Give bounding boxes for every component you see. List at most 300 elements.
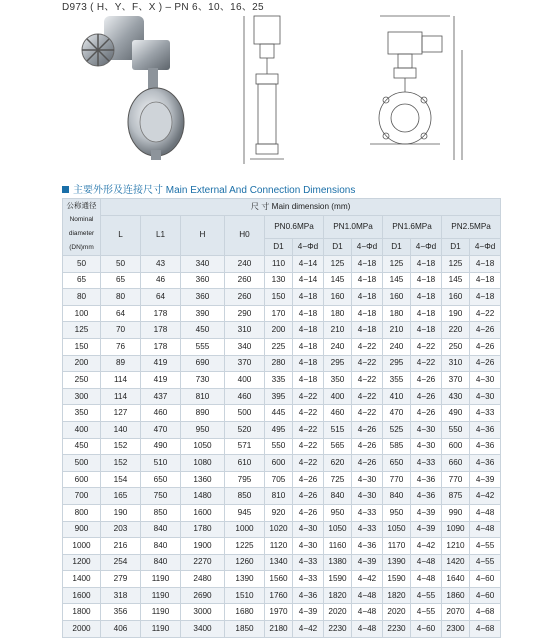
dn-cell: 200 (63, 355, 101, 372)
pn10-bolt-cell: 4−18 (352, 322, 383, 339)
pn25-bolt-cell: 4−18 (470, 256, 501, 273)
pn16-bolt-cell: 4−55 (411, 604, 442, 621)
dn-cell: 500 (63, 455, 101, 472)
bolt-header: 4−Φd (293, 239, 324, 256)
pn06-d1-cell: 170 (265, 305, 293, 322)
dn-cell: 900 (63, 521, 101, 538)
pn16-bolt-cell: 4−18 (411, 305, 442, 322)
pn10-d1-cell: 460 (324, 405, 352, 422)
h-cell: 1600 (181, 504, 225, 521)
l-cell: 152 (101, 438, 141, 455)
pn10-bolt-cell: 4−18 (352, 289, 383, 306)
pn25-bolt-cell: 4−48 (470, 504, 501, 521)
pn16-d1-cell: 840 (383, 488, 411, 505)
l1-cell: 64 (141, 289, 181, 306)
pn16-bolt-cell: 4−18 (411, 272, 442, 289)
pn06-bolt-cell: 4−30 (293, 538, 324, 555)
dn-cell: 700 (63, 488, 101, 505)
h-cell: 2690 (181, 587, 225, 604)
pn06-bolt-cell: 4−18 (293, 338, 324, 355)
pn10-bolt-cell: 4−18 (352, 256, 383, 273)
pn06-bolt-cell: 4−30 (293, 521, 324, 538)
pn10-d1-cell: 1050 (324, 521, 352, 538)
pn06-d1-cell: 130 (265, 272, 293, 289)
d1-header: D1 (383, 239, 411, 256)
pn16-bolt-cell: 4−22 (411, 355, 442, 372)
table-row (63, 272, 501, 289)
pn25-bolt-cell: 4−68 (470, 604, 501, 621)
h0-cell: 850 (225, 488, 265, 505)
l1-cell: 178 (141, 305, 181, 322)
l-cell: 114 (101, 388, 141, 405)
pn06-bolt-cell: 4−26 (293, 504, 324, 521)
pn25-bolt-cell: 4−36 (470, 455, 501, 472)
dn-cell: 350 (63, 405, 101, 422)
pn16-d1-cell: 145 (383, 272, 411, 289)
table-row (63, 355, 501, 372)
pn16-bolt-cell: 4−48 (411, 554, 442, 571)
h0-cell: 460 (225, 388, 265, 405)
pn06-d1-cell: 445 (265, 405, 293, 422)
pn25-bolt-cell: 4−39 (470, 471, 501, 488)
pn25-d1-cell: 2070 (442, 604, 470, 621)
h-cell: 555 (181, 338, 225, 355)
pn16-bolt-cell: 4−18 (411, 322, 442, 339)
pn10-bolt-cell: 4−36 (352, 538, 383, 555)
l-cell: 152 (101, 455, 141, 472)
pn25-d1-cell: 990 (442, 504, 470, 521)
l1-cell: 840 (141, 554, 181, 571)
pn16-d1-cell: 770 (383, 471, 411, 488)
pn10-d1-cell: 240 (324, 338, 352, 355)
pn25-bolt-cell: 4−26 (470, 355, 501, 372)
side-view-drawing (236, 14, 296, 174)
l1-cell: 470 (141, 421, 181, 438)
pn10-bolt-cell: 4−22 (352, 372, 383, 389)
pn25-bolt-cell: 4−36 (470, 421, 501, 438)
table-row (63, 604, 501, 621)
pn10-d1-cell: 725 (324, 471, 352, 488)
dn-cell: 450 (63, 438, 101, 455)
pn06-d1-cell: 550 (265, 438, 293, 455)
pn10-d1-cell: 210 (324, 322, 352, 339)
pn25-d1-cell: 1090 (442, 521, 470, 538)
pn25-bolt-cell: 4−22 (470, 305, 501, 322)
h-cell: 730 (181, 372, 225, 389)
h-cell: 2480 (181, 571, 225, 588)
pn10-d1-cell: 620 (324, 455, 352, 472)
col-L-header: L (101, 215, 141, 255)
dn-cell: 2000 (63, 621, 101, 638)
bullet-square-icon (62, 186, 69, 193)
pn10-d1-cell: 950 (324, 504, 352, 521)
table-row (63, 587, 501, 604)
pn06-bolt-cell: 4−26 (293, 488, 324, 505)
h-cell: 3400 (181, 621, 225, 638)
l1-cell: 1190 (141, 604, 181, 621)
pn06-d1-cell: 705 (265, 471, 293, 488)
l1-cell: 178 (141, 322, 181, 339)
pn16-d1-cell: 1820 (383, 587, 411, 604)
pn16-bolt-cell: 4−55 (411, 587, 442, 604)
pn06-bolt-cell: 4−22 (293, 421, 324, 438)
pn10-bolt-cell: 4−48 (352, 604, 383, 621)
pn25-bolt-cell: 4−55 (470, 554, 501, 571)
table-row (63, 421, 501, 438)
pn10-d1-cell: 1160 (324, 538, 352, 555)
pn10-bolt-cell: 4−18 (352, 305, 383, 322)
pn10-header: PN1.0MPa (324, 215, 383, 239)
l-cell: 190 (101, 504, 141, 521)
l-cell: 50 (101, 256, 141, 273)
h0-cell: 400 (225, 372, 265, 389)
pn10-bolt-cell: 4−22 (352, 355, 383, 372)
pn10-bolt-cell: 4−22 (352, 388, 383, 405)
l1-cell: 46 (141, 272, 181, 289)
table-row (63, 388, 501, 405)
pn10-bolt-cell: 4−26 (352, 455, 383, 472)
dn-cell: 300 (63, 388, 101, 405)
pn06-d1-cell: 395 (265, 388, 293, 405)
pn06-bolt-cell: 4−33 (293, 554, 324, 571)
col-H0-header: H0 (225, 215, 265, 255)
l-cell: 127 (101, 405, 141, 422)
dn-cell: 1800 (63, 604, 101, 621)
h-cell: 340 (181, 256, 225, 273)
dn-column-header: 公称通径 Nominal diameter (DN)mm (63, 199, 101, 256)
h0-cell: 945 (225, 504, 265, 521)
pn25-d1-cell: 1860 (442, 587, 470, 604)
pn16-header: PN1.6MPa (383, 215, 442, 239)
pn25-d1-cell: 490 (442, 405, 470, 422)
h-cell: 1050 (181, 438, 225, 455)
h-cell: 1480 (181, 488, 225, 505)
dn-cell: 100 (63, 305, 101, 322)
pn06-bolt-cell: 4−33 (293, 571, 324, 588)
pn16-bolt-cell: 4−36 (411, 488, 442, 505)
pn06-d1-cell: 1560 (265, 571, 293, 588)
dn-cell: 1400 (63, 571, 101, 588)
col-H-header: H (181, 215, 225, 255)
l-cell: 279 (101, 571, 141, 588)
pn16-d1-cell: 180 (383, 305, 411, 322)
pn16-bolt-cell: 4−18 (411, 256, 442, 273)
pn06-bolt-cell: 4−42 (293, 621, 324, 638)
pn06-d1-cell: 600 (265, 455, 293, 472)
pn06-d1-cell: 2180 (265, 621, 293, 638)
l-cell: 89 (101, 355, 141, 372)
l1-cell: 750 (141, 488, 181, 505)
pn25-bolt-cell: 4−68 (470, 621, 501, 638)
dn-cell: 400 (63, 421, 101, 438)
pn16-bolt-cell: 4−26 (411, 388, 442, 405)
front-view-drawing (350, 10, 470, 170)
pn10-bolt-cell: 4−22 (352, 405, 383, 422)
pn25-d1-cell: 600 (442, 438, 470, 455)
pn10-bolt-cell: 4−48 (352, 587, 383, 604)
table-row (63, 471, 501, 488)
table-row (63, 338, 501, 355)
pn25-bolt-cell: 4−26 (470, 338, 501, 355)
pn16-d1-cell: 240 (383, 338, 411, 355)
l1-cell: 1190 (141, 621, 181, 638)
h-cell: 360 (181, 289, 225, 306)
pn10-d1-cell: 2230 (324, 621, 352, 638)
pn25-d1-cell: 250 (442, 338, 470, 355)
dn-cell: 1000 (63, 538, 101, 555)
pn25-bolt-cell: 4−55 (470, 538, 501, 555)
pn06-bolt-cell: 4−18 (293, 355, 324, 372)
pn10-bolt-cell: 4−26 (352, 438, 383, 455)
pn06-d1-cell: 1120 (265, 538, 293, 555)
dn-cell: 1600 (63, 587, 101, 604)
pn06-bolt-cell: 4−18 (293, 289, 324, 306)
l-cell: 76 (101, 338, 141, 355)
pn16-bolt-cell: 4−18 (411, 289, 442, 306)
pn16-bolt-cell: 4−39 (411, 504, 442, 521)
pn06-d1-cell: 1020 (265, 521, 293, 538)
pn25-bolt-cell: 4−18 (470, 272, 501, 289)
l1-cell: 178 (141, 338, 181, 355)
section-title-text: 主要外形及连接尺寸 Main External And Connection Dimensions (73, 185, 356, 196)
pn16-d1-cell: 470 (383, 405, 411, 422)
l-cell: 356 (101, 604, 141, 621)
table-row (63, 455, 501, 472)
pn06-d1-cell: 200 (265, 322, 293, 339)
l-cell: 70 (101, 322, 141, 339)
dn-cell: 250 (63, 372, 101, 389)
pn25-bolt-cell: 4−18 (470, 289, 501, 306)
h0-cell: 1000 (225, 521, 265, 538)
h0-cell: 1850 (225, 621, 265, 638)
pn25-bolt-cell: 4−33 (470, 405, 501, 422)
pn16-d1-cell: 355 (383, 372, 411, 389)
h-cell: 1360 (181, 471, 225, 488)
pn16-d1-cell: 125 (383, 256, 411, 273)
table-row (63, 488, 501, 505)
pn10-d1-cell: 515 (324, 421, 352, 438)
pn16-d1-cell: 410 (383, 388, 411, 405)
l1-cell: 1190 (141, 587, 181, 604)
pn16-bolt-cell: 4−48 (411, 571, 442, 588)
h0-cell: 260 (225, 272, 265, 289)
dn-cell: 1200 (63, 554, 101, 571)
l1-cell: 43 (141, 256, 181, 273)
bolt-header: 4−Φd (352, 239, 383, 256)
pn16-bolt-cell: 4−39 (411, 521, 442, 538)
pn10-d1-cell: 180 (324, 305, 352, 322)
pn06-bolt-cell: 4−18 (293, 305, 324, 322)
pn25-bolt-cell: 4−36 (470, 438, 501, 455)
l-cell: 114 (101, 372, 141, 389)
pn25-header: PN2.5MPa (442, 215, 501, 239)
d1-header: D1 (442, 239, 470, 256)
l-cell: 65 (101, 272, 141, 289)
pn10-d1-cell: 1590 (324, 571, 352, 588)
l-cell: 216 (101, 538, 141, 555)
table-row (63, 521, 501, 538)
h0-cell: 290 (225, 305, 265, 322)
pn25-d1-cell: 145 (442, 272, 470, 289)
pn16-bolt-cell: 4−33 (411, 455, 442, 472)
h0-cell: 1390 (225, 571, 265, 588)
l-cell: 64 (101, 305, 141, 322)
table-row (63, 554, 501, 571)
pn10-d1-cell: 1380 (324, 554, 352, 571)
pn16-bolt-cell: 4−26 (411, 405, 442, 422)
col-L1-header: L1 (141, 215, 181, 255)
l1-cell: 437 (141, 388, 181, 405)
pn25-d1-cell: 125 (442, 256, 470, 273)
pn16-bolt-cell: 4−60 (411, 621, 442, 638)
pn06-d1-cell: 495 (265, 421, 293, 438)
table-row (63, 538, 501, 555)
table-row (63, 305, 501, 322)
h-cell: 1080 (181, 455, 225, 472)
l-cell: 406 (101, 621, 141, 638)
pn06-d1-cell: 280 (265, 355, 293, 372)
l1-cell: 840 (141, 521, 181, 538)
table-row (63, 256, 501, 273)
pn10-d1-cell: 840 (324, 488, 352, 505)
pn06-d1-cell: 1760 (265, 587, 293, 604)
pn10-bolt-cell: 4−22 (352, 338, 383, 355)
pn25-d1-cell: 2300 (442, 621, 470, 638)
dimensions-table (62, 198, 501, 638)
h-cell: 810 (181, 388, 225, 405)
pn10-d1-cell: 565 (324, 438, 352, 455)
pn10-d1-cell: 125 (324, 256, 352, 273)
l1-cell: 1190 (141, 571, 181, 588)
pn16-d1-cell: 2230 (383, 621, 411, 638)
pn10-d1-cell: 145 (324, 272, 352, 289)
pn10-bolt-cell: 4−42 (352, 571, 383, 588)
pn06-bolt-cell: 4−39 (293, 604, 324, 621)
h0-cell: 240 (225, 256, 265, 273)
pn06-d1-cell: 335 (265, 372, 293, 389)
pn16-d1-cell: 650 (383, 455, 411, 472)
model-code-header: D973 ( H、Y、F、X ) – PN 6、10、16、25 (62, 2, 264, 13)
l-cell: 165 (101, 488, 141, 505)
pn25-d1-cell: 310 (442, 355, 470, 372)
pn06-bolt-cell: 4−18 (293, 322, 324, 339)
pn16-d1-cell: 950 (383, 504, 411, 521)
h-cell: 450 (181, 322, 225, 339)
pn16-bolt-cell: 4−22 (411, 338, 442, 355)
pn10-bolt-cell: 4−33 (352, 521, 383, 538)
l-cell: 154 (101, 471, 141, 488)
table-row (63, 571, 501, 588)
dn-cell: 65 (63, 272, 101, 289)
pn25-bolt-cell: 4−26 (470, 322, 501, 339)
pn16-d1-cell: 1390 (383, 554, 411, 571)
l-cell: 318 (101, 587, 141, 604)
pn16-d1-cell: 525 (383, 421, 411, 438)
section-title (62, 181, 355, 196)
pn06-bolt-cell: 4−22 (293, 405, 324, 422)
pn10-bolt-cell: 4−39 (352, 554, 383, 571)
dn-cell: 125 (63, 322, 101, 339)
pn06-bolt-cell: 4−18 (293, 372, 324, 389)
pn16-d1-cell: 210 (383, 322, 411, 339)
pn06-bolt-cell: 4−26 (293, 471, 324, 488)
header-row-1 (63, 199, 501, 216)
l-cell: 254 (101, 554, 141, 571)
h0-cell: 610 (225, 455, 265, 472)
pn16-d1-cell: 1590 (383, 571, 411, 588)
pn25-bolt-cell: 4−30 (470, 388, 501, 405)
pn25-bolt-cell: 4−60 (470, 571, 501, 588)
pn10-bolt-cell: 4−48 (352, 621, 383, 638)
pn16-bolt-cell: 4−26 (411, 372, 442, 389)
h-cell: 360 (181, 272, 225, 289)
pn16-bolt-cell: 4−36 (411, 471, 442, 488)
pn06-bolt-cell: 4−22 (293, 388, 324, 405)
pn16-d1-cell: 2020 (383, 604, 411, 621)
pn06-bolt-cell: 4−14 (293, 272, 324, 289)
pn06-d1-cell: 920 (265, 504, 293, 521)
pn06-d1-cell: 1970 (265, 604, 293, 621)
pn16-bolt-cell: 4−42 (411, 538, 442, 555)
pn25-bolt-cell: 4−30 (470, 372, 501, 389)
pn06-bolt-cell: 4−22 (293, 455, 324, 472)
l1-cell: 850 (141, 504, 181, 521)
pn10-d1-cell: 1820 (324, 587, 352, 604)
bolt-header: 4−Φd (470, 239, 501, 256)
bolt-header: 4−Φd (411, 239, 442, 256)
pn16-d1-cell: 160 (383, 289, 411, 306)
valve-photo (74, 10, 204, 170)
pn25-d1-cell: 370 (442, 372, 470, 389)
l-cell: 80 (101, 289, 141, 306)
d1-header: D1 (324, 239, 352, 256)
pn10-bolt-cell: 4−30 (352, 471, 383, 488)
pn25-d1-cell: 160 (442, 289, 470, 306)
pn25-bolt-cell: 4−60 (470, 587, 501, 604)
h-cell: 3000 (181, 604, 225, 621)
pn25-d1-cell: 550 (442, 421, 470, 438)
h0-cell: 571 (225, 438, 265, 455)
pn06-d1-cell: 225 (265, 338, 293, 355)
pn06-d1-cell: 110 (265, 256, 293, 273)
l1-cell: 840 (141, 538, 181, 555)
pn10-bolt-cell: 4−33 (352, 504, 383, 521)
pn16-d1-cell: 295 (383, 355, 411, 372)
h-cell: 2270 (181, 554, 225, 571)
pn10-bolt-cell: 4−30 (352, 488, 383, 505)
dn-cell: 600 (63, 471, 101, 488)
pn25-bolt-cell: 4−42 (470, 488, 501, 505)
pn25-d1-cell: 220 (442, 322, 470, 339)
pn25-d1-cell: 430 (442, 388, 470, 405)
h0-cell: 1225 (225, 538, 265, 555)
h0-cell: 1510 (225, 587, 265, 604)
h-cell: 690 (181, 355, 225, 372)
h0-cell: 310 (225, 322, 265, 339)
d1-header: D1 (265, 239, 293, 256)
pn25-d1-cell: 190 (442, 305, 470, 322)
l1-cell: 490 (141, 438, 181, 455)
header-row-2 (63, 215, 501, 239)
h-cell: 390 (181, 305, 225, 322)
pn10-bolt-cell: 4−26 (352, 421, 383, 438)
pn06-bolt-cell: 4−36 (293, 587, 324, 604)
h0-cell: 340 (225, 338, 265, 355)
h0-cell: 370 (225, 355, 265, 372)
h0-cell: 500 (225, 405, 265, 422)
main-dimension-header: 尺 寸 Main dimension (mm) (101, 199, 501, 216)
h0-cell: 795 (225, 471, 265, 488)
